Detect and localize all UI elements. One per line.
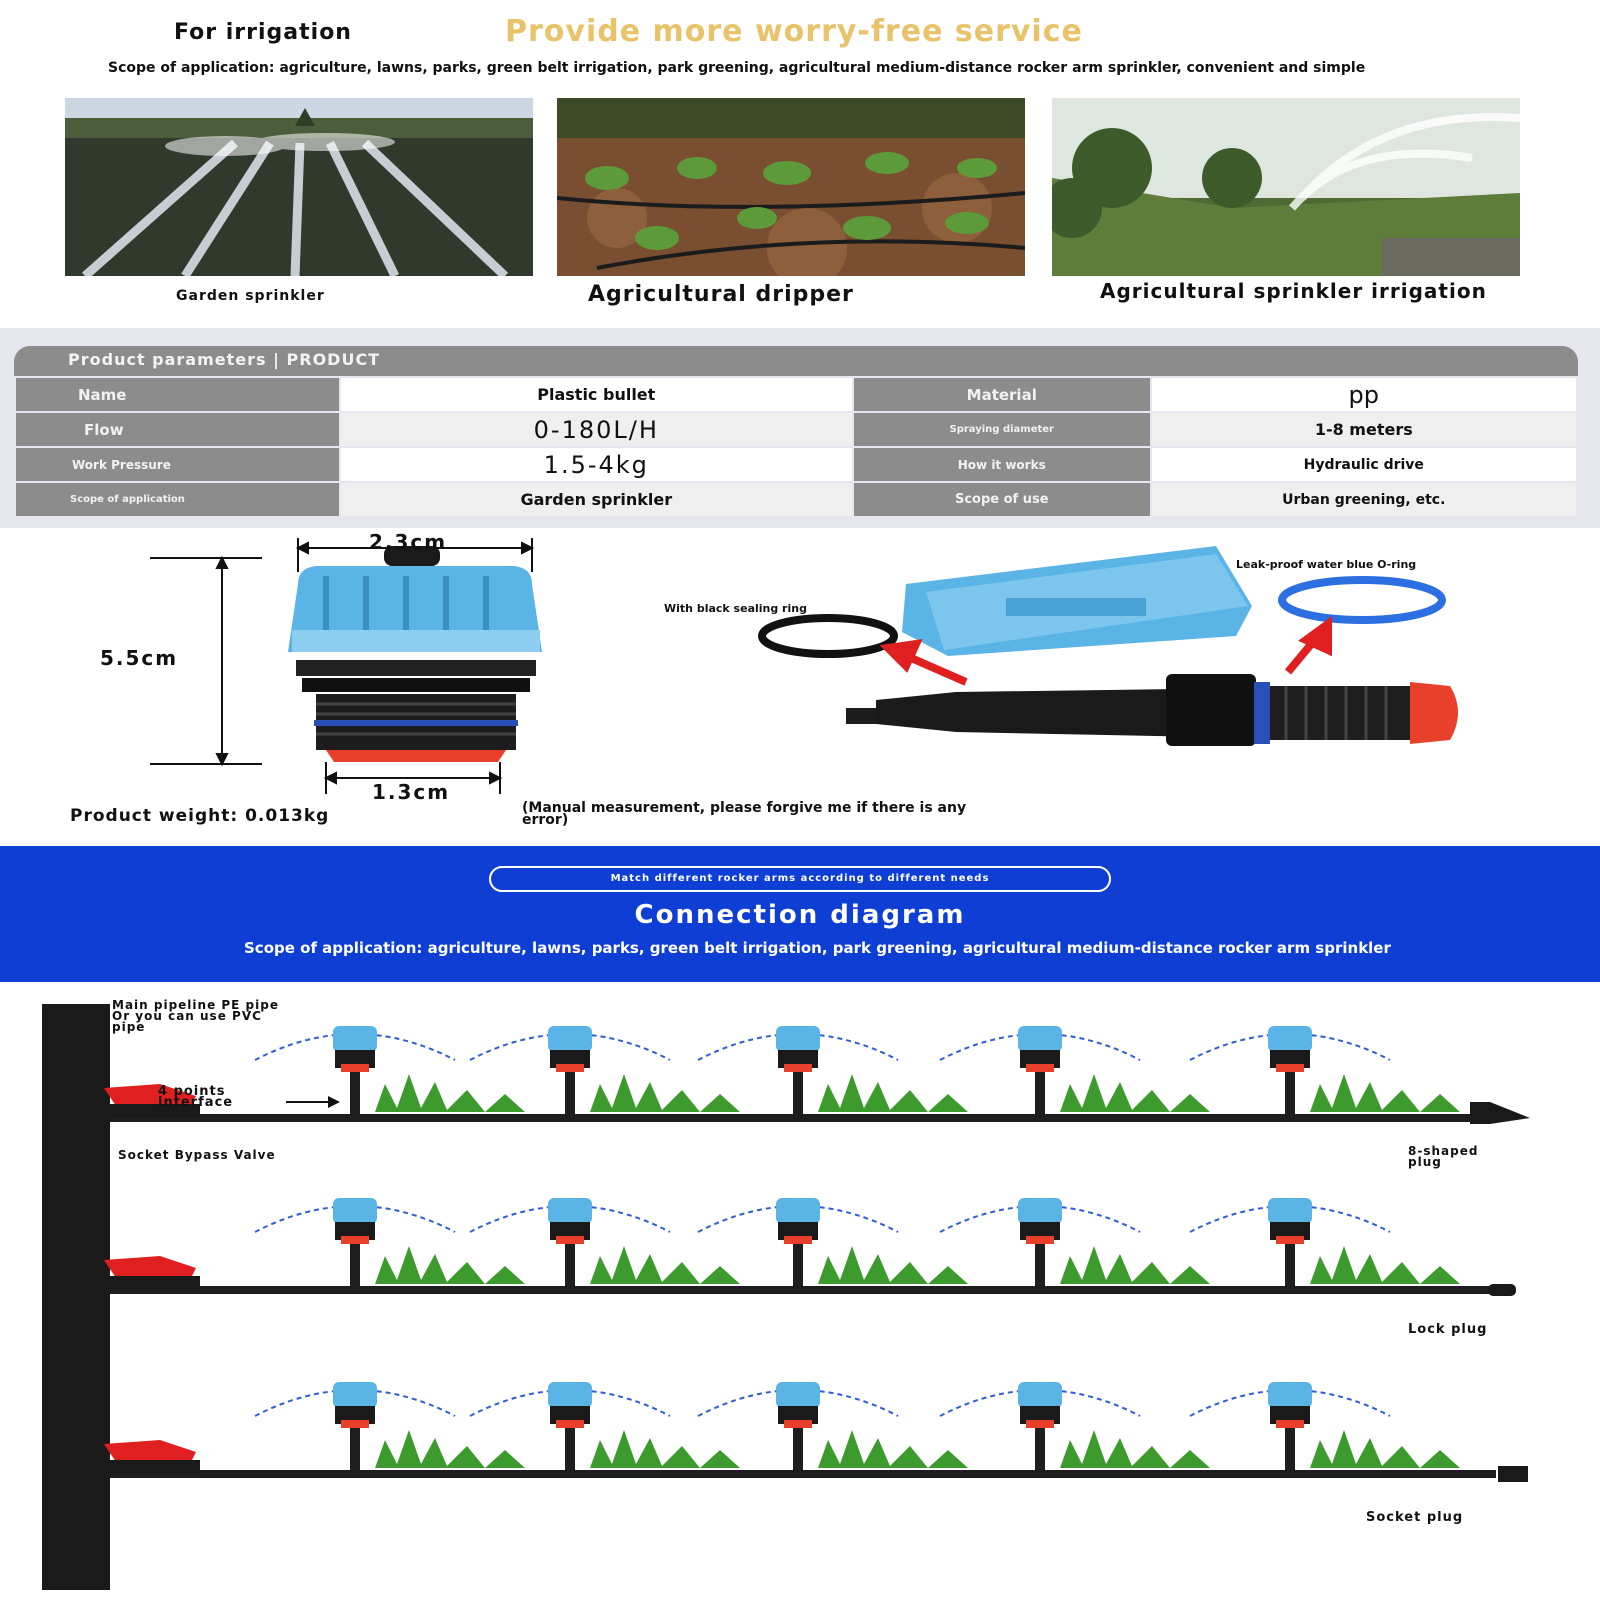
sprinkler-seal — [341, 1420, 369, 1428]
param-value: 1-8 meters — [1151, 412, 1577, 447]
grass — [375, 1430, 525, 1468]
socket-plug-label: Socket plug — [1366, 1510, 1464, 1525]
param-value: Garden sprinkler — [340, 482, 853, 517]
sprinkler-seal — [341, 1064, 369, 1072]
sprinkler-head — [548, 1026, 592, 1052]
grass — [818, 1430, 968, 1468]
width-top-label: 2.3cm — [369, 530, 448, 554]
caption-agricultural-dripper: Agricultural dripper — [588, 282, 854, 307]
sprinkler-seal — [556, 1236, 584, 1244]
measurement-note: (Manual measurement, please forgive me if there is any error) — [522, 800, 967, 828]
grass — [590, 1246, 740, 1284]
param-key: Material — [853, 377, 1151, 412]
sprinkler-seal — [1276, 1420, 1304, 1428]
sprinkler-head — [548, 1382, 592, 1408]
lock-plug — [1488, 1284, 1516, 1296]
grass — [1060, 1246, 1210, 1284]
valve-body — [104, 1460, 200, 1474]
param-value: Urban greening, etc. — [1151, 482, 1577, 517]
interface-arrowhead — [328, 1096, 340, 1108]
sprinkler-head — [776, 1382, 820, 1408]
eight-shaped-plug-label: 8-shaped plug — [1408, 1144, 1479, 1169]
sprinkler-head — [1268, 1026, 1312, 1052]
param-key: Scope of application — [15, 482, 340, 517]
params-title: Product parameters | PRODUCT — [68, 350, 381, 369]
agricultural-dripper-photo — [557, 98, 1025, 276]
sprinkler-head — [333, 1198, 377, 1224]
sprinkler-seal — [784, 1236, 812, 1244]
sprinkler-seal — [556, 1064, 584, 1072]
sprinkler-head — [776, 1198, 820, 1224]
sprinkler-head — [1018, 1382, 1062, 1408]
param-value: Hydraulic drive — [1151, 447, 1577, 482]
grass — [1060, 1074, 1210, 1112]
garden-sprinkler-photo — [65, 98, 533, 276]
connection-diagram — [0, 984, 1600, 1600]
param-key: How it works — [853, 447, 1151, 482]
interface-label: 4 points interface — [158, 1084, 234, 1110]
sprinkler-seal — [1276, 1064, 1304, 1072]
product-weight: Product weight: 0.013kg — [70, 806, 330, 826]
blue-ring-label: Leak-proof water blue O-ring — [1236, 558, 1417, 571]
grass — [590, 1074, 740, 1112]
sprinkler-dimension-drawing — [26, 532, 1574, 836]
grass — [818, 1074, 968, 1112]
bypass-valve-label: Socket Bypass Valve — [118, 1148, 276, 1162]
service-slogan: Provide more worry-free service — [505, 14, 1083, 49]
connection-scope: Scope of application: agriculture, lawns, parks, green belt irrigation, park greening, agricultural medium-distance rocker arm sprinkler — [244, 939, 1391, 957]
sprinkler-seal — [784, 1064, 812, 1072]
grass — [1310, 1074, 1460, 1112]
sprinkler-head — [1018, 1198, 1062, 1224]
param-value: pp — [1151, 377, 1577, 412]
socket-plug — [1498, 1466, 1528, 1482]
grass — [1310, 1430, 1460, 1468]
lock-plug-label: Lock plug — [1408, 1322, 1488, 1337]
branch-pipe — [110, 1114, 1496, 1122]
sprinkler-head — [776, 1026, 820, 1052]
param-key: Flow — [15, 412, 340, 447]
rocker-arm-pill: Match different rocker arms according to different needs — [489, 866, 1111, 892]
param-key: Name — [15, 377, 340, 412]
branch-pipe — [110, 1286, 1496, 1294]
sprinkler-seal — [1026, 1064, 1054, 1072]
param-value: Plastic bullet — [340, 377, 853, 412]
sprinkler-head — [1268, 1382, 1312, 1408]
scope-text: Scope of application: agriculture, lawns, parks, green belt irrigation, park greening, agricultural medium-distance rocker arm sprinkler, convenient and simple — [108, 60, 1366, 76]
param-key: Scope of use — [853, 482, 1151, 517]
branch-pipe — [110, 1470, 1496, 1478]
sprinkler-head — [1018, 1026, 1062, 1052]
sprinkler-irrigation-photo — [1052, 98, 1520, 276]
params-table — [14, 376, 1578, 518]
grass — [590, 1430, 740, 1468]
sprinkler-seal — [556, 1420, 584, 1428]
sprinkler-seal — [1026, 1420, 1054, 1428]
sprinkler-seal — [784, 1420, 812, 1428]
param-value: 0-180L/H — [340, 412, 853, 447]
height-label: 5.5cm — [100, 646, 179, 670]
connection-title: Connection diagram — [634, 900, 966, 930]
grass — [375, 1074, 525, 1112]
sprinkler-seal — [341, 1236, 369, 1244]
param-row — [15, 412, 1577, 447]
param-row — [15, 377, 1577, 412]
sprinkler-seal — [1026, 1236, 1054, 1244]
sprinkler-head — [548, 1198, 592, 1224]
grass — [1310, 1246, 1460, 1284]
black-ring-label: With black sealing ring — [664, 602, 807, 615]
grass — [1060, 1430, 1210, 1468]
grass — [818, 1246, 968, 1284]
valve-body — [104, 1276, 200, 1290]
sprinkler-head — [333, 1382, 377, 1408]
param-key: Spraying diameter — [853, 412, 1151, 447]
grass — [375, 1246, 525, 1284]
caption-sprinkler-irrigation: Agricultural sprinkler irrigation — [1100, 279, 1487, 303]
param-key: Work Pressure — [15, 447, 340, 482]
main-pipeline — [42, 1004, 110, 1590]
width-bottom-label: 1.3cm — [372, 780, 451, 804]
irrigation-heading: For irrigation — [174, 20, 352, 45]
sprinkler-seal — [1276, 1236, 1304, 1244]
sprinkler-head — [1268, 1198, 1312, 1224]
eight-shaped-plug — [1470, 1102, 1530, 1124]
sprinkler-head — [333, 1026, 377, 1052]
param-row — [15, 447, 1577, 482]
main-pipe-label: Main pipeline PE pipe Or you can use PVC pipe — [112, 998, 279, 1034]
caption-garden-sprinkler: Garden sprinkler — [176, 288, 325, 304]
param-row — [15, 482, 1577, 517]
param-value: 1.5-4kg — [340, 447, 853, 482]
